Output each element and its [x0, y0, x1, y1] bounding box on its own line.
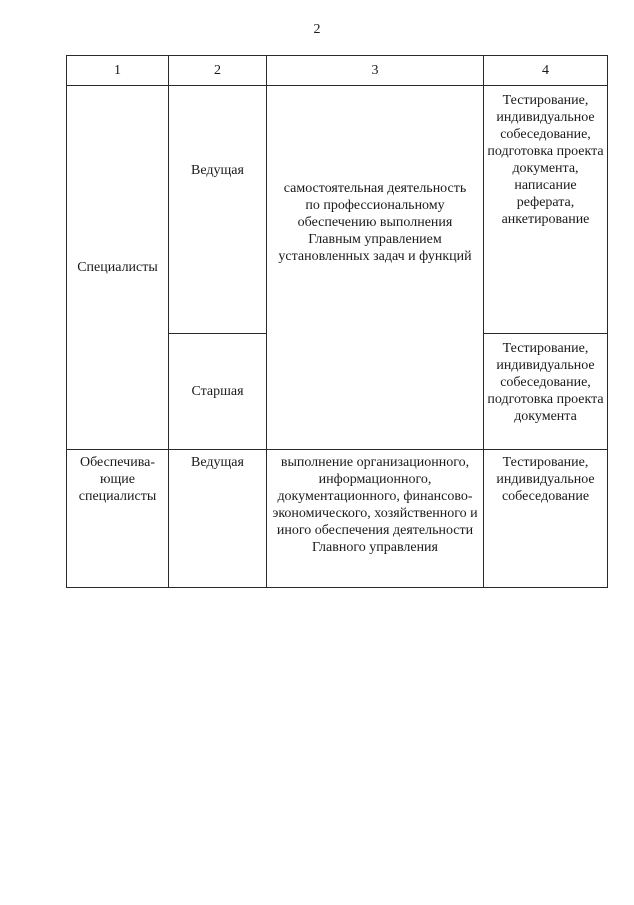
table-row — [67, 450, 608, 588]
header-cell: 3 — [267, 56, 484, 86]
grade-cell: Ведущая — [169, 86, 267, 334]
grade-cell: Ведущая — [169, 450, 267, 588]
category-cell: Специалисты — [67, 86, 169, 450]
function-cell: выполнение организационного, информационного, документационного, финансово-экономического, хозяйственного и иного обеспечения деятельности Главного управления — [267, 450, 484, 588]
qualification-table — [66, 55, 608, 588]
header-cell: 1 — [67, 56, 169, 86]
methods-cell: Тестирование, индивидуальное собеседование, подготовка проекта документа — [484, 334, 608, 450]
methods-cell: Тестирование, индивидуальное собеседование, подготовка проекта документа, написание реферата, анкетирование — [484, 86, 608, 334]
table-header-row — [67, 56, 608, 86]
grade-cell: Старшая — [169, 334, 267, 450]
methods-cell: Тестирование, индивидуальное собеседование — [484, 450, 608, 588]
table-row — [67, 86, 608, 334]
page-number: 2 — [313, 22, 321, 37]
category-cell: Обеспечива-ющие специалисты — [67, 450, 169, 588]
header-cell: 2 — [169, 56, 267, 86]
header-cell: 4 — [484, 56, 608, 86]
function-cell: самостоятельная деятельность по профессиональному обеспечению выполнения Главным управлением установленных задач и функций — [267, 86, 484, 450]
